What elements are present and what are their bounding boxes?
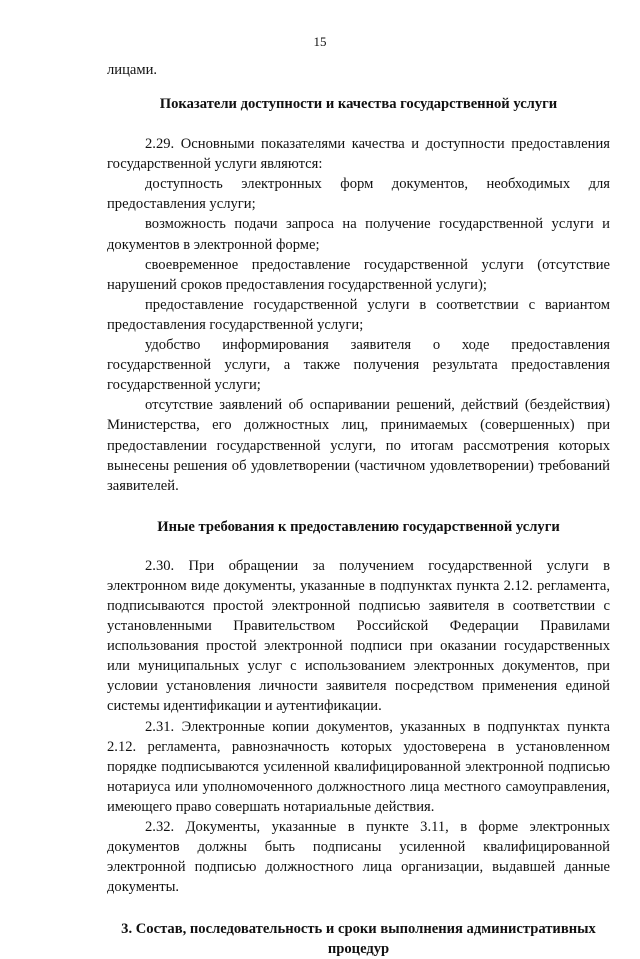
paragraph: 2.30. При обращении за получением государственной услуги в электронном виде документы, указанные в подпунктах пункта 2.12. регламента, подписываются простой электронной подписью заявителя в соответствии с установленными Правительством Российской Федерации Правилами использования простой электронной подписи при оказании государственных или муниципальных услуг с использованием электронных документов, при условии установления личности заявителя посредством применения единой системы идентификации и аутентификации.	[107, 557, 610, 715]
page-number: 15	[313, 34, 327, 49]
paragraph: 2.31. Электронные копии документов, указанных в подпунктах пункта 2.12. регламента, равнозначность которых удостоверена в установленном порядке подписываются усиленной квалифицированной электронной подписью нотариуса или уполномоченного должностного лица местного самоуправления, имеющего право совершать нотариальные действия.	[107, 718, 610, 815]
document-body	[107, 60, 610, 959]
section-heading: 3. Состав, последовательность и сроки выполнения административных процедур	[121, 921, 596, 958]
paragraph: отсутствие заявлений об оспаривании решений, действий (бездействия) Министерства, его должностных лиц, принимаемых (совершенных) при предоставлении государственной услуги, по итогам рассмотрения которых вынесены решения об удовлетворении (частичном удовлетворении) требований заявителей.	[107, 397, 610, 494]
paragraph: 2.32. Документы, указанные в пункте 3.11, в форме электронных документов должны быть подписаны усиленной квалифицированной электронной подписью должностного лица организации, выдавшей данные документы.	[107, 819, 610, 896]
paragraph: доступность электронных форм документов, необходимых для предоставления услуги;	[107, 176, 610, 213]
paragraph: своевременное предоставление государственной услуги (отсутствие нарушений сроков предоставления государственной услуги);	[107, 256, 610, 293]
paragraph: удобство информирования заявителя о ходе предоставления государственной услуги, а также получения результата предоставления государственной услуги;	[107, 337, 610, 394]
section-heading: Показатели доступности и качества государственной услуги	[159, 96, 558, 113]
paragraph: предоставление государственной услуги в соответствии с вариантом предоставления государственной услуги;	[107, 296, 610, 333]
section-heading: Иные требования к предоставлению государственной услуги	[157, 518, 560, 535]
paragraph: 2.29. Основными показателями качества и доступности предоставления государственной услуги являются:	[107, 136, 610, 173]
paragraph: возможность подачи запроса на получение государственной услуги и документов в электронной форме;	[107, 216, 610, 253]
paragraph: лицами.	[107, 62, 158, 78]
